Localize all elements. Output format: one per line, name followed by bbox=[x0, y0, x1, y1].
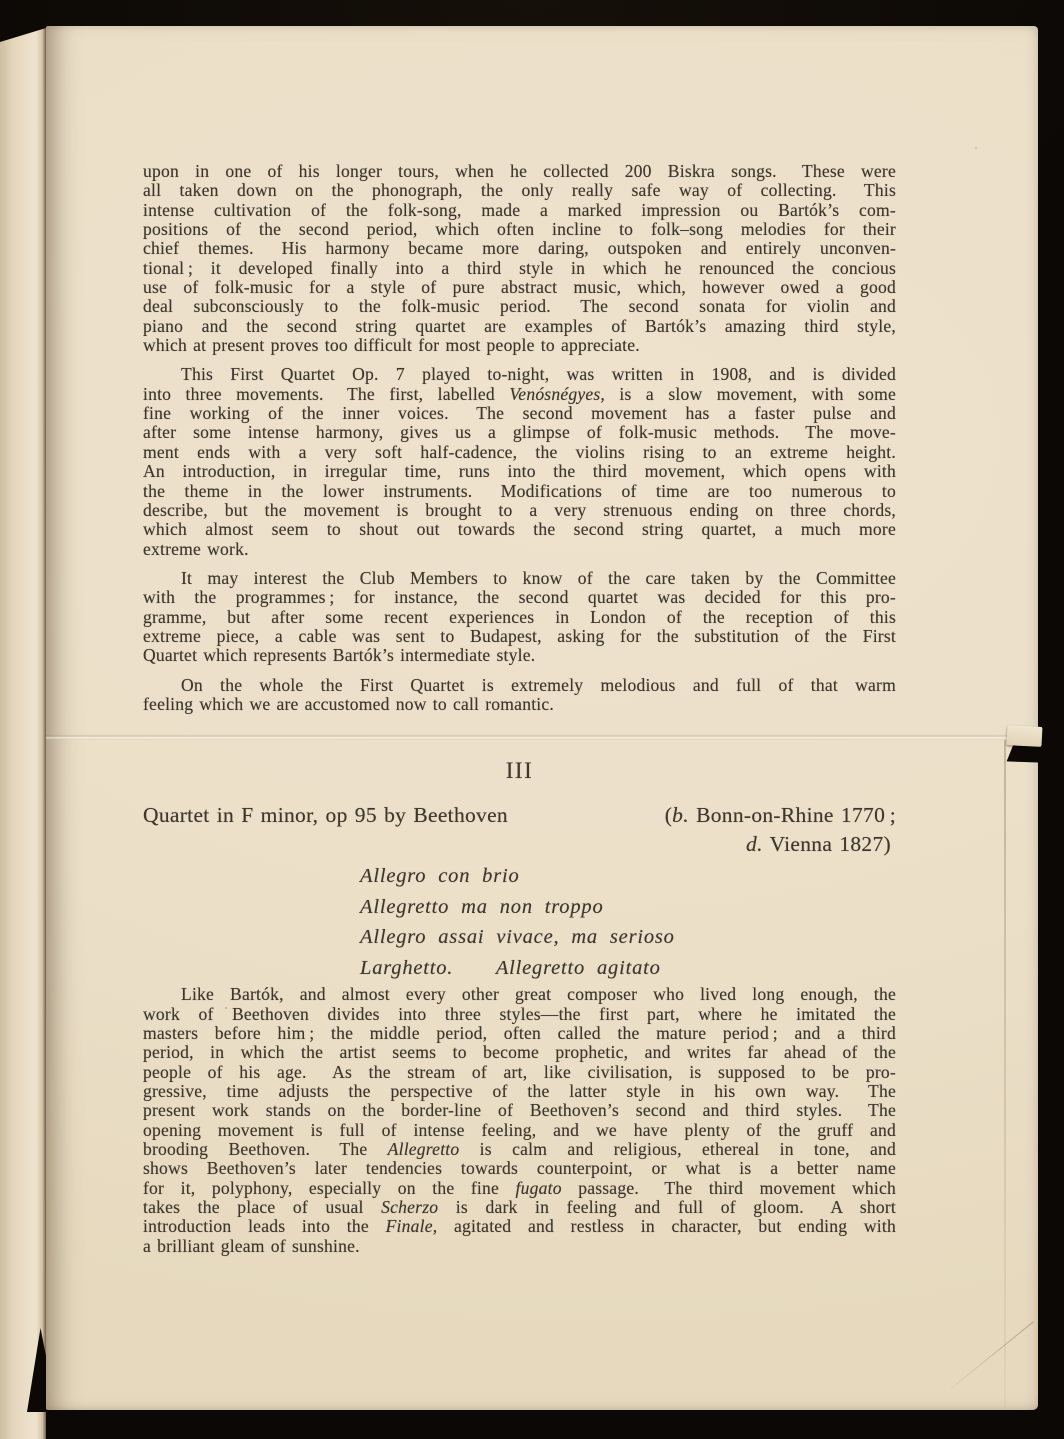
text-line: This First Quartet Op. 7 played to-night, was written in 1908, and is divided bbox=[181, 364, 896, 385]
text-column bbox=[143, 162, 896, 1256]
text-line: gressive, time adjusts the perspective of the latter style in his own way. The bbox=[143, 1081, 896, 1101]
text-line: Allegro con brio bbox=[360, 865, 520, 888]
movement-list bbox=[143, 861, 896, 983]
text-line: Quartet which represents Bartók’s intermediate style. bbox=[143, 645, 536, 666]
text-line: gramme, but after some recent experiences in London of the reception of this bbox=[143, 606, 896, 627]
text-line: present work stands on the border-line of Beethoven’s second and third styles. The bbox=[143, 1100, 896, 1121]
work-title-line bbox=[143, 801, 896, 830]
paragraph-beethoven bbox=[143, 985, 896, 1256]
text-line: positions of the second period, which often incline to folk–song melodies for their bbox=[143, 219, 896, 240]
text-line: Allegro assai vivace, ma serioso bbox=[360, 926, 675, 949]
text-line: which almost seem to shout out towards the second string quartet, a much more bbox=[143, 519, 896, 540]
text-line: masters before him ; the middle period, often called the mature period ; and a third bbox=[143, 1022, 896, 1043]
text-line: brooding Beethoven. The Allegretto is calm and religious, ethereal in tone, and bbox=[143, 1139, 896, 1160]
text-line: feeling which we are accustomed now to call romantic. bbox=[143, 693, 554, 714]
text-line: extreme work. bbox=[143, 538, 249, 559]
text-line: people of his age. As the stream of art, like civilisation, is supposed to be pro- bbox=[143, 1061, 896, 1082]
corner-crease bbox=[951, 1321, 1034, 1388]
text-line: It may interest the Club Members to know of the care taken by the Committee bbox=[181, 567, 896, 588]
text-line: Like Bartók, and almost every other great composer who lived long enough, the bbox=[181, 984, 896, 1005]
text-line: after some intense harmony, gives us a glimpse of folk-music methods. The move- bbox=[143, 422, 896, 443]
text-line: intense cultivation of the folk-song, made a marked impression ou Bartók’s com- bbox=[143, 199, 896, 220]
text-line: shows Beethoven’s later tendencies towards counterpoint, or what is a better name bbox=[143, 1158, 896, 1179]
text-line: work of Beethoven divides into three styles—the first part, where he imitated the bbox=[143, 1003, 896, 1024]
text-line: which at present proves too difficult for most people to appreciate. bbox=[143, 335, 640, 356]
text-line: fine working of the inner voices. The second movement has a faster pulse and bbox=[143, 403, 896, 424]
text-line: extreme piece, a cable was sent to Budapest, asking for the substitution of the First bbox=[143, 625, 896, 646]
text-line: for it, polyphony, especially on the fine fugato passage. The third movement which bbox=[143, 1177, 896, 1198]
composer-dates-line2: d. Vienna 1827) bbox=[746, 832, 891, 857]
text-line: describe, but the movement is brought to a very strenuous ending on three chords, bbox=[143, 499, 896, 520]
text-line: the theme in the lower instruments. Modifications of time are too numerous to bbox=[143, 480, 896, 501]
text-line: tional ; it developed finally into a third style in which he renounced the concious bbox=[143, 257, 896, 278]
text-line: takes the place of usual Scherzo is dark in feeling and full of gloom. A short bbox=[143, 1197, 897, 1218]
paragraph-bartok-continuation bbox=[143, 162, 896, 355]
text-line: chief themes. His harmony became more daring, outspoken and entirely unconven- bbox=[143, 238, 896, 259]
underlying-page-edge bbox=[1004, 740, 1006, 1408]
text-line: deal subconsciously to the folk-music period. The second sonata for violin and bbox=[143, 296, 896, 317]
paragraph-club-members bbox=[143, 569, 896, 666]
text-line: Allegretto ma non troppo bbox=[360, 895, 604, 918]
work-title: Quartet in F minor, op 95 by Beethoven bbox=[143, 803, 508, 828]
book-spine-edge bbox=[0, 28, 46, 1439]
text-line: An introduction, in irregular time, runs into the third movement, which opens with bbox=[143, 461, 896, 482]
text-line: Larghetto. Allegretto agitato bbox=[360, 956, 661, 979]
text-line: into three movements. The first, labelled Venósnégyes, is a slow movement, with some bbox=[143, 383, 896, 404]
composer-dates-line1: (b. Bonn-on-Rhine 1770 ; bbox=[664, 803, 896, 828]
programme-page bbox=[46, 26, 1038, 1410]
text-line: upon in one of his longer tours, when he collected 200 Biskra songs. These were bbox=[143, 161, 896, 181]
text-line: a brilliant gleam of sunshine. bbox=[143, 1235, 360, 1256]
section-numeral: III bbox=[505, 758, 534, 784]
text-line: use of folk-music for a style of pure abstract music, which, however owed a good bbox=[143, 277, 896, 298]
text-line: introduction leads into the Finale, agitated and restless in character, but ending with bbox=[143, 1216, 896, 1237]
text-line: all taken down on the phonograph, the only really safe way of collecting. This bbox=[143, 180, 896, 201]
page-corner-tab bbox=[1007, 725, 1043, 747]
text-line: piano and the second string quartet are examples of Bartók’s amazing third style, bbox=[143, 315, 896, 336]
text-line: On the whole the First Quartet is extremely melodious and full of that warm bbox=[181, 674, 896, 695]
paragraph-first-quartet bbox=[143, 365, 896, 558]
text-line: period, in which the artist seems to become prophetic, and writes far ahead of the bbox=[143, 1042, 896, 1063]
text-line: ment ends with a very soft half-cadence, the violins rising to an extreme height. bbox=[143, 441, 896, 462]
text-line: with the programmes ; for instance, the second quartet was decided for this pro- bbox=[143, 587, 896, 608]
text-line: opening movement is full of intense feeling, and we have plenty of the gruff and bbox=[143, 1119, 896, 1140]
paragraph-on-the-whole bbox=[143, 676, 896, 715]
